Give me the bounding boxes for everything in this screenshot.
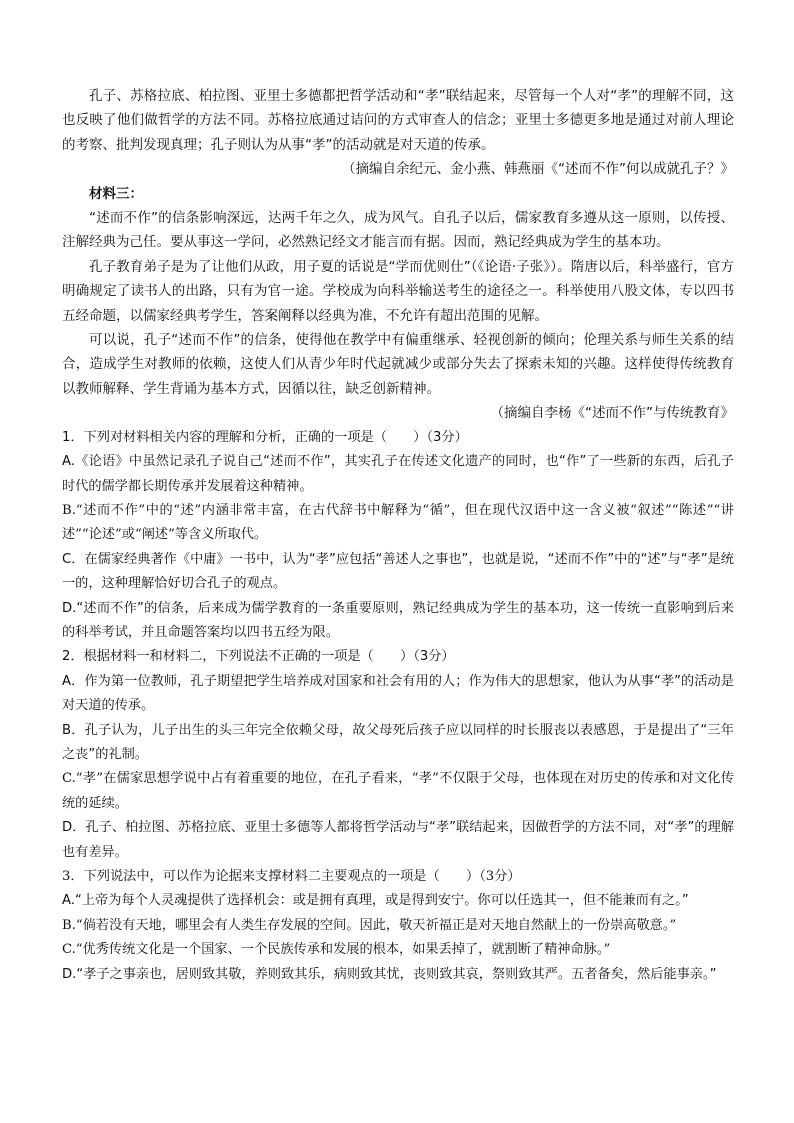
- material3-paragraph-2: 孔子教育弟子是为了让他们从政，用子夏的话说是“学而优则仕”（《论语·子张》）。隋唐以后，科举盛行，官方明确规定了读书人的出路，只有为官一途。学校成为向科举输送考生的途径之一。科举使用八股文体，专以四书五经命题，以儒家经典考学生，答案阐释以经典为准，不允许有超出范围的见解。: [62, 258, 734, 324]
- question-1-option-d: D.“述而不作”的信条，后来成为儒学教育的一条重要原则，熟记经典成为学生的基本功，这一传统一直影响到后来的科举考试，并且命题答案均以四书五经为限。: [62, 600, 734, 640]
- question-3-option-a: A.“上帝为每个人灵魂提供了选择机会：或是拥有真理，或是得到安宁。你可以任选其一，但不能兼而有之。”: [62, 893, 689, 909]
- question-1-stem: 1．下列对材料相关内容的理解和分析，正确的一项是（ ）（3分）: [62, 429, 468, 445]
- question-1-option-c: C．在儒家经典著作《中庸》一书中，认为“孝”应包括“善述人之事也”，也就是说，“述而不作”中的“述”与“孝”是统一的，这种理解恰好切合孔子的观点。: [62, 551, 734, 592]
- question-2-option-d: D．孔子、柏拉图、苏格拉底、亚里士多德等人都将哲学活动与“孝”联结起来，因做哲学的方法不同，对“孝”的理解也有差异。: [62, 820, 734, 860]
- intro-paragraph: 孔子、苏格拉底、柏拉图、亚里士多德都把哲学活动和“孝”联结起来，尽管每一个人对“孝”的理解不同，这也反映了他们做哲学的方法不同。苏格拉底通过诘问的方式审查人的信念；亚里士多德更多地是通过对前人理论的考察、批判发现真理；孔子则认为从事“孝”的活动就是对天道的传承。: [62, 88, 734, 153]
- document-page: [62, 84, 734, 987]
- material3-paragraph-1: “述而不作”的信条影响深远，达两千年之久，成为风气。自孔子以后，儒家教育多遵从这一原则，以传授、注解经典为己任。要从事这一学问，必然熟记经文才能言而有据。因而，熟记经典成为学生的基本功。: [62, 210, 734, 251]
- question-1-option-b: B.“述而不作”中的“述”内涵非常丰富，在古代辞书中解释为“循”，但在现代汉语中这一含义被“叙述”“陈述”“讲述”“论述”或“阐述”等含义所取代。: [62, 502, 734, 543]
- question-1-option-a: A.《论语》中虽然记录孔子说自己“述而不作”，其实孔子在传述文化遗产的同时，也“作”了一些新的东西，后孔子时代的儒学都长期传承并发展着这种精神。: [62, 454, 734, 494]
- question-3-stem: 3．下列说法中，可以作为论据来支撑材料二主要观点的一项是（ ）（3分）: [62, 869, 521, 884]
- question-3-option-b: B.“倘若没有天地，哪里会有人类生存发展的空间。因此，敬天祈福正是对天地自然献上的一份崇高敬意。”: [62, 917, 677, 933]
- question-2-option-a: A．作为第一位教师，孔子期望把学生培养成对国家和社会有用的人；作为伟大的思想家，他认为从事“孝”的活动是对天道的传承。: [62, 673, 734, 714]
- material3-source: （摘编自李杨《“述而不作”与传统教育》: [490, 405, 734, 422]
- intro-source: （摘编自余纪元、金小燕、韩燕丽《“述而不作”何以成就孔子？》: [342, 161, 734, 178]
- question-2-option-c: C.“孝”在儒家思想学说中占有着重要的地位，在孔子看来，“孝”不仅限于父母，也体现在对历史的传承和对文化传统的延续。: [62, 771, 734, 811]
- material3-title: 材料三：: [89, 185, 143, 202]
- question-3-option-d: D.“孝子之事亲也，居则致其敬，养则致其乐，病则致其忧，丧则致其哀，祭则致其严。五者备矣，然后能事亲。”: [62, 966, 717, 982]
- question-2-option-b: B．孔子认为，儿子出生的头三年完全依赖父母，故父母死后孩子应以同样的时长服丧以表感恩，于是提出了“三年之丧”的礼制。: [62, 722, 734, 762]
- question-3-option-c: C.“优秀传统文化是一个国家、一个民族传承和发展的根本，如果丢掉了，就割断了精神命脉。”: [62, 942, 611, 958]
- material3-paragraph-3: 可以说，孔子“述而不作”的信条，使得他在教学中有偏重继承、轻视创新的倾向；伦理关系与师生关系的结合，造成学生对教师的依赖，这使人们从青少年时代起就减少或部分失去了探索未知的兴趣。这样使得传统教育以教师解释、学生背诵为基本方式，因循以往，缺乏创新精神。: [62, 332, 734, 397]
- question-2-stem: 2．根据材料一和材料二，下列说法不正确的一项是（ ）（3分）: [62, 649, 455, 665]
